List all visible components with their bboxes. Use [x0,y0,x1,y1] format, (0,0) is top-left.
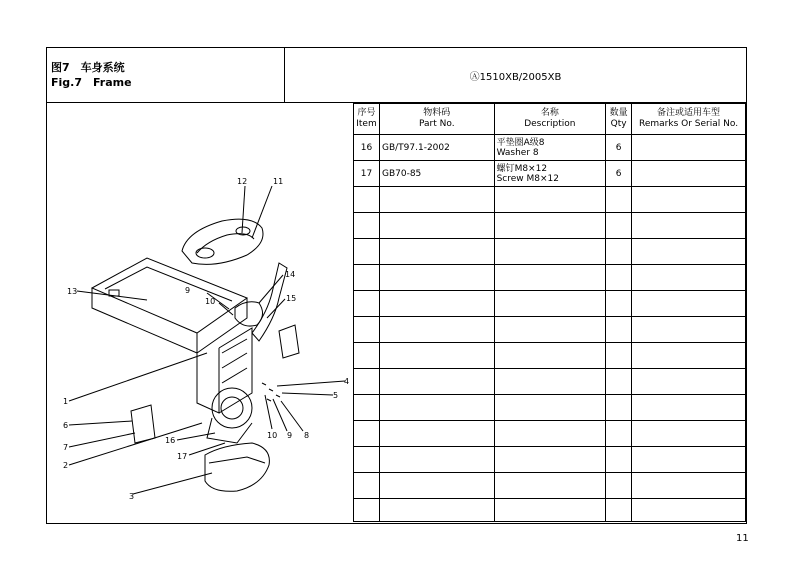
empty-cell [354,239,380,265]
empty-cell [379,499,494,522]
leader-14 [259,275,283,303]
empty-cell [379,421,494,447]
empty-cell [354,265,380,291]
empty-cell [632,421,746,447]
leader-16 [177,433,215,440]
leader-9-low [273,399,287,431]
callout-10-top: 10 [205,297,216,306]
leader-5 [282,393,333,395]
empty-cell [379,213,494,239]
model-label: Ⓐ1510XB/2005XB [469,71,562,83]
empty-cell [379,447,494,473]
empty-cell [606,395,632,421]
motor-bracket [207,418,252,443]
col-part-no: 物料码 Part No. [379,104,494,135]
leader-13 [77,291,147,300]
callout-1: 1 [63,397,69,406]
table-row-empty [354,187,746,213]
empty-cell [632,213,746,239]
empty-cell [379,343,494,369]
cell-qty: 6 [606,135,632,161]
lower-cover [205,443,269,491]
empty-cell [494,473,606,499]
callout-9-top: 9 [185,286,191,295]
empty-cell [354,421,380,447]
leader-6 [69,421,132,425]
leader-7 [69,433,135,447]
side-plate [279,325,299,358]
parts-table [353,103,746,522]
table-row [354,161,746,187]
callout-8: 8 [304,431,310,440]
empty-cell [354,317,380,343]
callout-9-low: 9 [287,431,293,440]
table-row-empty [354,473,746,499]
document-frame [46,47,747,524]
empty-cell [606,265,632,291]
empty-cell [494,239,606,265]
empty-cell [632,447,746,473]
table-row-empty [354,213,746,239]
cell-qty: 6 [606,161,632,187]
cell-part-no: GB/T97.1-2002 [379,135,494,161]
callout-17: 17 [177,452,188,461]
empty-cell [379,395,494,421]
callout-3: 3 [129,492,135,501]
table-row-empty [354,499,746,522]
table-row-empty [354,317,746,343]
empty-cell [494,213,606,239]
cell-part-no: GB70-85 [379,161,494,187]
empty-cell [606,291,632,317]
empty-cell [606,317,632,343]
empty-cell [379,291,494,317]
col-qty: 数量 Qty [606,104,632,135]
col-item: 序号 Item [354,104,380,135]
empty-cell [606,187,632,213]
empty-cell [494,343,606,369]
callout-2: 2 [63,461,69,470]
empty-cell [494,447,606,473]
leader-8 [281,401,303,431]
empty-cell [632,317,746,343]
empty-cell [379,187,494,213]
cell-description: 螺钉M8×12 Screw M8×12 [494,161,606,187]
empty-cell [354,187,380,213]
figure-title-en: Fig.7 Frame [51,76,132,89]
page-number: 11 [736,533,749,544]
empty-cell [494,395,606,421]
empty-cell [494,421,606,447]
empty-cell [494,291,606,317]
table-row-empty [354,265,746,291]
empty-cell [606,421,632,447]
label-plate [131,405,155,443]
exploded-frame-drawing [47,103,353,523]
column-ribs [222,339,247,383]
empty-cell [494,187,606,213]
callout-13: 13 [67,287,78,296]
empty-cell [379,369,494,395]
frame-side [92,288,197,353]
lower-cover-edge [209,457,265,463]
callout-5: 5 [333,391,339,400]
empty-cell [632,265,746,291]
empty-cell [354,499,380,522]
col-remarks: 备注或适用车型 Remarks Or Serial No. [632,104,746,135]
empty-cell [354,473,380,499]
empty-cell [354,343,380,369]
table-row-empty [354,421,746,447]
empty-cell [606,473,632,499]
empty-cell [632,187,746,213]
empty-cell [632,369,746,395]
col-description: 名称 Description [494,104,606,135]
cell-item: 16 [354,135,380,161]
leader-3 [133,473,212,494]
empty-cell [606,213,632,239]
leader-4 [277,381,345,386]
tiller-joint [235,302,263,326]
table-header-row [354,104,746,135]
empty-cell [606,499,632,522]
empty-cell [632,239,746,265]
table-row [354,135,746,161]
empty-cell [354,369,380,395]
callout-15: 15 [286,294,297,303]
empty-cell [354,213,380,239]
empty-cell [606,369,632,395]
empty-cell [354,395,380,421]
table-row-empty [354,291,746,317]
leader-1 [69,353,207,401]
table-row-empty [354,343,746,369]
empty-cell [632,395,746,421]
callout-16: 16 [165,436,176,445]
leader-11 [252,186,272,238]
empty-cell [354,291,380,317]
top-cover-handle [196,248,214,258]
cell-item: 17 [354,161,380,187]
empty-cell [494,317,606,343]
empty-cell [379,317,494,343]
callout-4: 4 [344,377,350,386]
empty-cell [632,473,746,499]
figure-title-block [47,48,285,102]
frame-rear [197,298,247,353]
empty-cell [379,473,494,499]
figure-title-cn: 图7 车身系统 [51,61,125,74]
cell-remarks [632,135,746,161]
table-row-empty [354,239,746,265]
table-row-empty [354,369,746,395]
empty-cell [379,265,494,291]
empty-cell [606,447,632,473]
empty-cell [494,265,606,291]
empty-cell [606,343,632,369]
empty-cell [494,499,606,522]
callout-11: 11 [273,177,284,186]
cell-remarks [632,161,746,187]
callout-6: 6 [63,421,69,430]
empty-cell [632,499,746,522]
callout-7: 7 [63,443,69,452]
table-row-empty [354,395,746,421]
empty-cell [606,239,632,265]
empty-cell [379,239,494,265]
motor-hub [221,397,243,419]
leader-12 [242,186,245,233]
table-row-empty [354,447,746,473]
empty-cell [632,291,746,317]
empty-cell [494,369,606,395]
callout-10-low: 10 [267,431,278,440]
motor-housing [212,388,252,428]
callout-12: 12 [237,177,248,186]
cell-description: 平垫圈A级8 Washer 8 [494,135,606,161]
empty-cell [632,343,746,369]
top-cover-detail [197,234,254,253]
top-cover [182,219,263,264]
callout-14: 14 [285,270,296,279]
empty-cell [354,447,380,473]
